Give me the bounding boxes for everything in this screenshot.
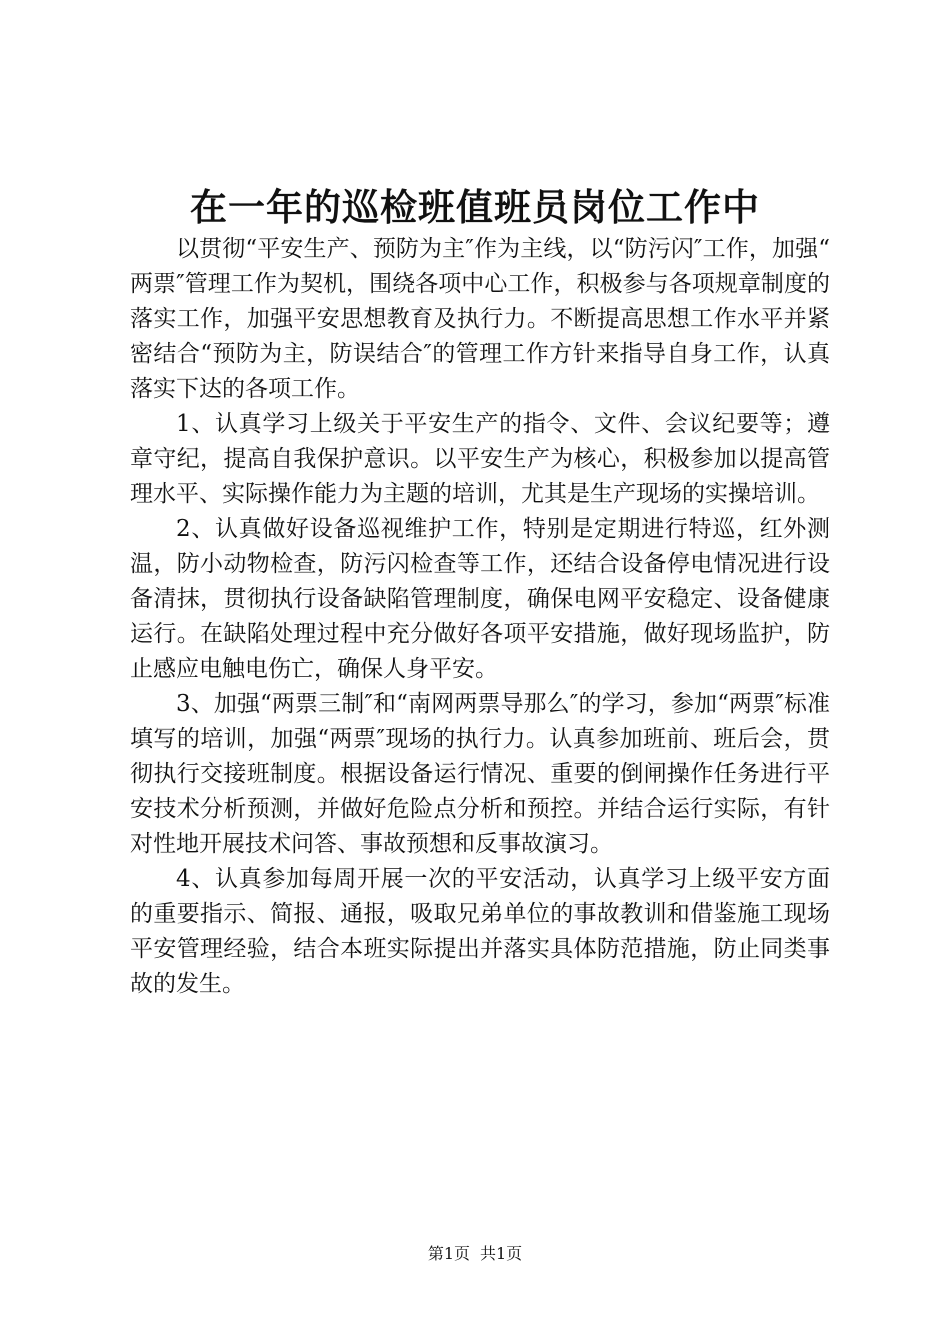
document-title: 在一年的巡检班值班员岗位工作中 [190, 186, 760, 229]
page-footer [0, 1243, 950, 1265]
page-total: 共1页 [480, 1244, 523, 1263]
page-number: 第1页 [427, 1244, 470, 1263]
intro-paragraph: 以贯彻“平安生产、预防为主″作为主线，以“防污闪″工作，加强“两票″管理工作为契机，围绕各项中心工作，积极参与各项规章制度的落实工作，加强平安思想教育及执行力。不断提高思想工作水平并紧密结合“预防为主，防误结合″的管理工作方针来指导自身工作，认真落实下达的各项工作。 [130, 236, 830, 402]
document-body [130, 232, 830, 1002]
item-3-paragraph: 3、加强“两票三制″和“南网两票导那么″的学习，参加“两票″标准填写的培训，加强“两票″现场的执行力。认真参加班前、班后会，贯彻执行交接班制度。根据设备运行情况、重要的倒闸操作任务进行平安技术分析预测，并做好危险点分析和预控。并结合运行实际，有针对性地开展技术问答、事故预想和反事故演习。 [130, 691, 830, 857]
item-4-paragraph: 4、认真参加每周开展一次的平安活动，认真学习上级平安方面的重要指示、简报、通报，吸取兄弟单位的事故教训和借鉴施工现场平安管理经验，结合本班实际提出并落实具体防范措施，防止同类事故的发生。 [130, 866, 830, 997]
item-2-paragraph: 2、认真做好设备巡视维护工作，特别是定期进行特巡，红外测温，防小动物检查，防污闪检查等工作，还结合设备停电情况进行设备清抹，贯彻执行设备缺陷管理制度，确保电网平安稳定、设备健康运行。在缺陷处理过程中充分做好各项平安措施，做好现场监护，防止感应电触电伤亡，确保人身平安。 [130, 516, 830, 682]
item-1-paragraph: 1、认真学习上级关于平安生产的指令、文件、会议纪要等；遵章守纪，提高自我保护意识。以平安生产为核心，积极参加以提高管理水平、实际操作能力为主题的培训，尤其是生产现场的实操培训。 [130, 411, 830, 507]
